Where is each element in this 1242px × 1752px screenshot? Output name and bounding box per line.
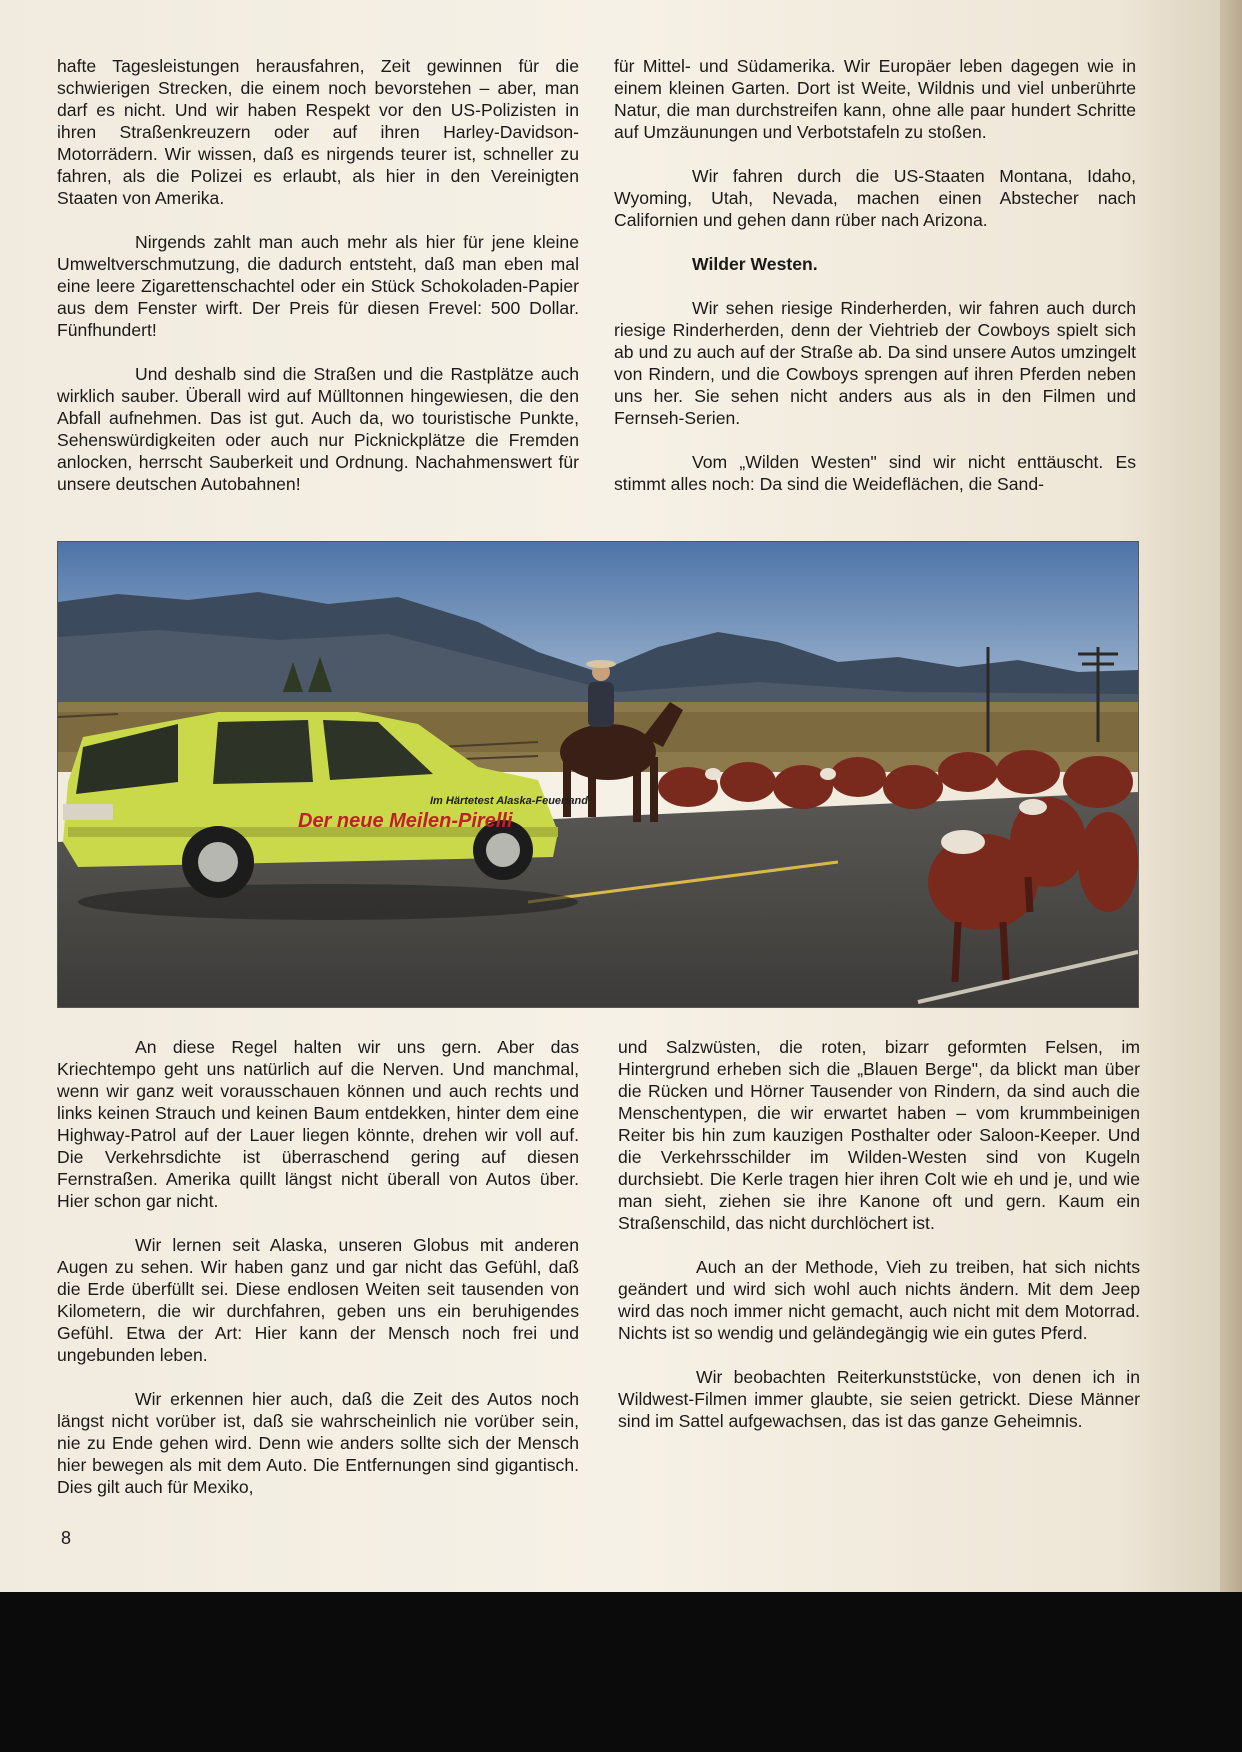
cattle-drive-photo (57, 541, 1139, 1008)
paragraph: Wir lernen seit Alaska, unseren Globus mit anderen Augen zu sehen. Wir haben ganz und gar nicht das Gefühl, daß die Erde überfüllt sei. Diese endlosen Weiten seit tausenden von Kilometern, die wir durchfahren, geben uns ein beruhigendes Gefühl. Etwa der Art: Hier kann der Mensch noch frei und ungebunden leben. (57, 1235, 579, 1365)
left-column-top (57, 55, 579, 517)
paragraph: Wir fahren durch die US-Staaten Montana, Idaho, Wyoming, Utah, Nevada, machen einen Abstecher nach Californien und gehen dann rüber nach Arizona. (614, 166, 1136, 230)
paragraph: Wir beobachten Reiterkunststücke, von denen ich in Wildwest-Filmen immer glaubte, sie seien getrickt. Diese Männer sind im Sattel aufgewachsen, das ist das ganze Geheimnis. (618, 1367, 1140, 1431)
right-column-bottom (618, 1036, 1140, 1454)
paragraph: Vom „Wilden Westen" sind wir nicht enttäuscht. Es stimmt alles noch: Da sind die Weideflächen, die Sand- (614, 452, 1136, 494)
paragraph: hafte Tagesleistungen herausfahren, Zeit gewinnen für die schwierigen Strecken, die einem noch bevorstehen – aber, man darf es nicht. Und wir haben Respekt vor den US-Polizisten in ihren Straßenkreuzern oder auf ihren Harley-Davidson-Motorrädern. Wir wissen, daß es nirgends teurer ist, schneller zu fahren, als die Polizei es erlaubt, als hier in den Vereinigten Staaten von Amerika. (57, 56, 579, 208)
paragraph: und Salzwüsten, die roten, bizarr geformten Felsen, im Hintergrund erheben sich die „Blauen Berge", da blickt man über die Rücken und Hörner Tausender von Rindern, da sind auch die Menschentypen, die wir erwartet haben – vom krummbeinigen Reiter bis hin zum kauzigen Posthalter oder Saloon-Keeper. Und die Verkehrsschilder im Wilden-Westen sind von Kugeln durchsiebt. Die Kerle tragen hier ihren Colt wie eh und je, und wie man sieht, ziehen sie ihre Kanone oft und gern. Kaum ein Straßenschild, das nicht durchlöchert ist. (618, 1037, 1140, 1233)
car-decal-text: Der neue Meilen-Pirelli (298, 810, 513, 832)
page-edge (1220, 0, 1242, 1592)
page-number: 8 (61, 1528, 72, 1548)
paragraph: An diese Regel halten wir uns gern. Aber das Kriechtempo geht uns natürlich auf die Nerven. Und manchmal, wenn wir ganz weit vorausschauen können und auch rechts und links keinen Strauch und keinen Baum entdekken, hinter dem eine Highway-Patrol auf der Lauer liegen könnte, drehen wir voll auf. Die Verkehrsdichte ist überraschend gering auf diesen Fernstraßen. Amerika quillt längst nicht überall von Autos über. Hier schon gar nicht. (57, 1037, 579, 1211)
paragraph: für Mittel- und Südamerika. Wir Europäer leben dagegen wie in einem kleinen Garten. Dort ist Weite, Wildnis und viel unberührte Natur, die man durchstreifen kann, ohne alle paar hundert Schritte auf Umzäunungen und Verbotstafeln zu stoßen. (614, 56, 1136, 142)
right-column-top (614, 55, 1136, 517)
section-heading: Wilder Westen. (692, 254, 818, 274)
paragraph: Wir sehen riesige Rinderherden, wir fahren auch durch riesige Rinderherden, denn der Viehtrieb der Cowboys spielt sich ab und zu auch auf der Straße ab. Da sind unsere Autos umzingelt von Rindern, und die Cowboys sprengen auf ihren Pferden neben uns her. Sie sehen nicht anders aus als in den Filmen und Fernseh-Serien. (614, 298, 1136, 428)
paragraph: Wir erkennen hier auch, daß die Zeit des Autos noch längst nicht vorüber ist, daß sie wahrscheinlich nie vorüber sein, nie zu Ende gehen wird. Denn wie anders sollte sich der Mensch hier bewegen als mit dem Auto. Die Entfernungen sind gigantisch. Dies gilt auch für Mexiko, (57, 1389, 579, 1497)
paragraph: Nirgends zahlt man auch mehr als hier für jene kleine Umweltverschmutzung, die dadurch entsteht, daß man eben mal eine leere Zigarettenschachtel oder ein Stück Schokoladen-Papier aus dem Fenster wirft. Der Preis für diesen Frevel: 500 Dollar. Fünfhundert! (57, 232, 579, 340)
car-decal-side-text: Im Härtetest Alaska-Feuerland (430, 795, 588, 807)
left-column-bottom (57, 1036, 579, 1520)
paragraph: Auch an der Methode, Vieh zu treiben, hat sich nichts geändert und wird sich wohl auch nichts ändern. Mit dem Jeep wird das noch immer nicht gemacht, auch nicht mit dem Motorrad. Nichts ist so wendig und geländegängig wie ein gutes Pferd. (618, 1257, 1140, 1343)
paragraph: Und deshalb sind die Straßen und die Rastplätze auch wirklich sauber. Überall wird auf Mülltonnen hingewiesen, die den Abfall aufnehmen. Das ist gut. Auch da, wo touristische Punkte, Sehenswürdigkeiten oder auch nur Picknickplätze die Fremden anlocken, herrscht Sauberkeit und Ordnung. Nachahmenswert für unsere deutschen Autobahnen! (57, 364, 579, 494)
